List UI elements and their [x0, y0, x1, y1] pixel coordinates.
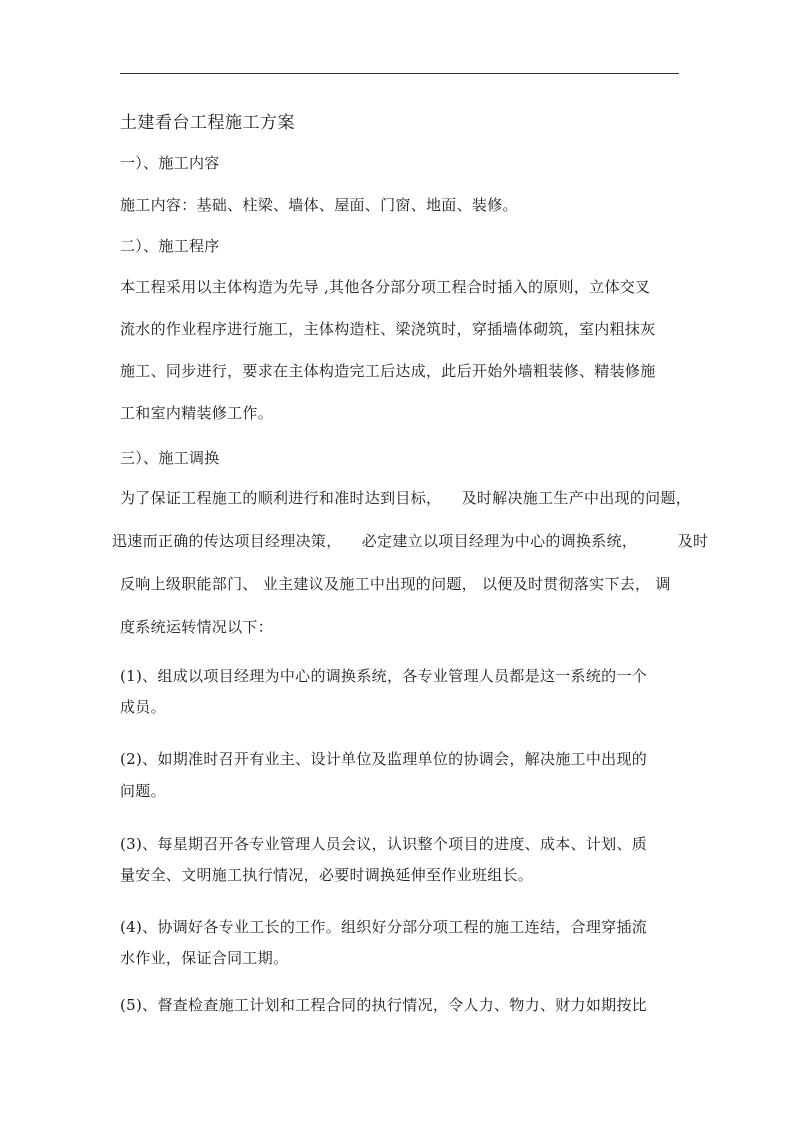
section-2-line: 流水的作业程序进行施工，主体构造柱、梁浇筑时，穿插墙体砌筑，室内粗抹灰	[120, 320, 656, 338]
list-item-2-line-1: (2)、如期准时召开有业主、设计单位及监理单位的协调会，解决施工中出现的	[120, 750, 648, 768]
header-rule	[120, 73, 679, 74]
section-3-line: 迅速而正确的传达项目经理决策， 必定建立以项目经理为中心的调换系统， 及时	[112, 532, 709, 550]
section-3-line: 度系统运转情况以下：	[120, 618, 274, 636]
list-item-3-line-1: (3)、每星期召开各专业管理人员会议，认识整个项目的进度、成本、计划、质	[120, 835, 648, 853]
section-2-line: 施工、同步进行，要求在主体构造完工后达成，此后开始外墙粗装修、精装修施	[120, 362, 656, 380]
section-3-line: 反响上级职能部门、 业主建议及施工中出现的问题， 以便及时贯彻落实下去， 调	[120, 575, 671, 593]
list-item-1-line-2: 成员。	[120, 698, 166, 716]
list-item-5-line-1: (5)、督查检查施工计划和工程合同的执行情况，令人力、物力、财力如期按比	[120, 996, 648, 1014]
list-item-3-line-2: 量安全、文明施工执行情况，必要时调换延伸至作业班组长。	[120, 866, 534, 884]
section-3-line: 为了保证工程施工的顺利进行和准时达到目标， 及时解决施工生产中出现的问题，	[120, 489, 692, 507]
list-item-4-line-1: (4)、协调好各专业工长的工作。组织好分部分项工程的施工连结，合理穿插流	[120, 918, 648, 936]
section-2-line: 工和室内精装修工作。	[120, 404, 274, 422]
list-item-1-line-1: (1)、组成以项目经理为中心的调换系统，各专业管理人员都是这一系统的一个	[120, 667, 648, 685]
section-1-heading: 一）、施工内容	[120, 154, 220, 172]
list-item-2-line-2: 问题。	[120, 782, 166, 800]
section-2-heading: 二）、施工程序	[120, 237, 220, 255]
section-1-body: 施工内容：基础、柱梁、墙体、屋面、门窗、地面、装修。	[120, 196, 518, 214]
list-item-4-line-2: 水作业，保证合同工期。	[120, 949, 289, 967]
section-2-line: 本工程采用以主体构造为先导 ,其他各分部分项工程合时插入的原则，立体交叉	[120, 278, 651, 296]
section-3-heading: 三）、施工调换	[120, 449, 220, 467]
document-title: 土建看台工程施工方案	[120, 113, 295, 133]
